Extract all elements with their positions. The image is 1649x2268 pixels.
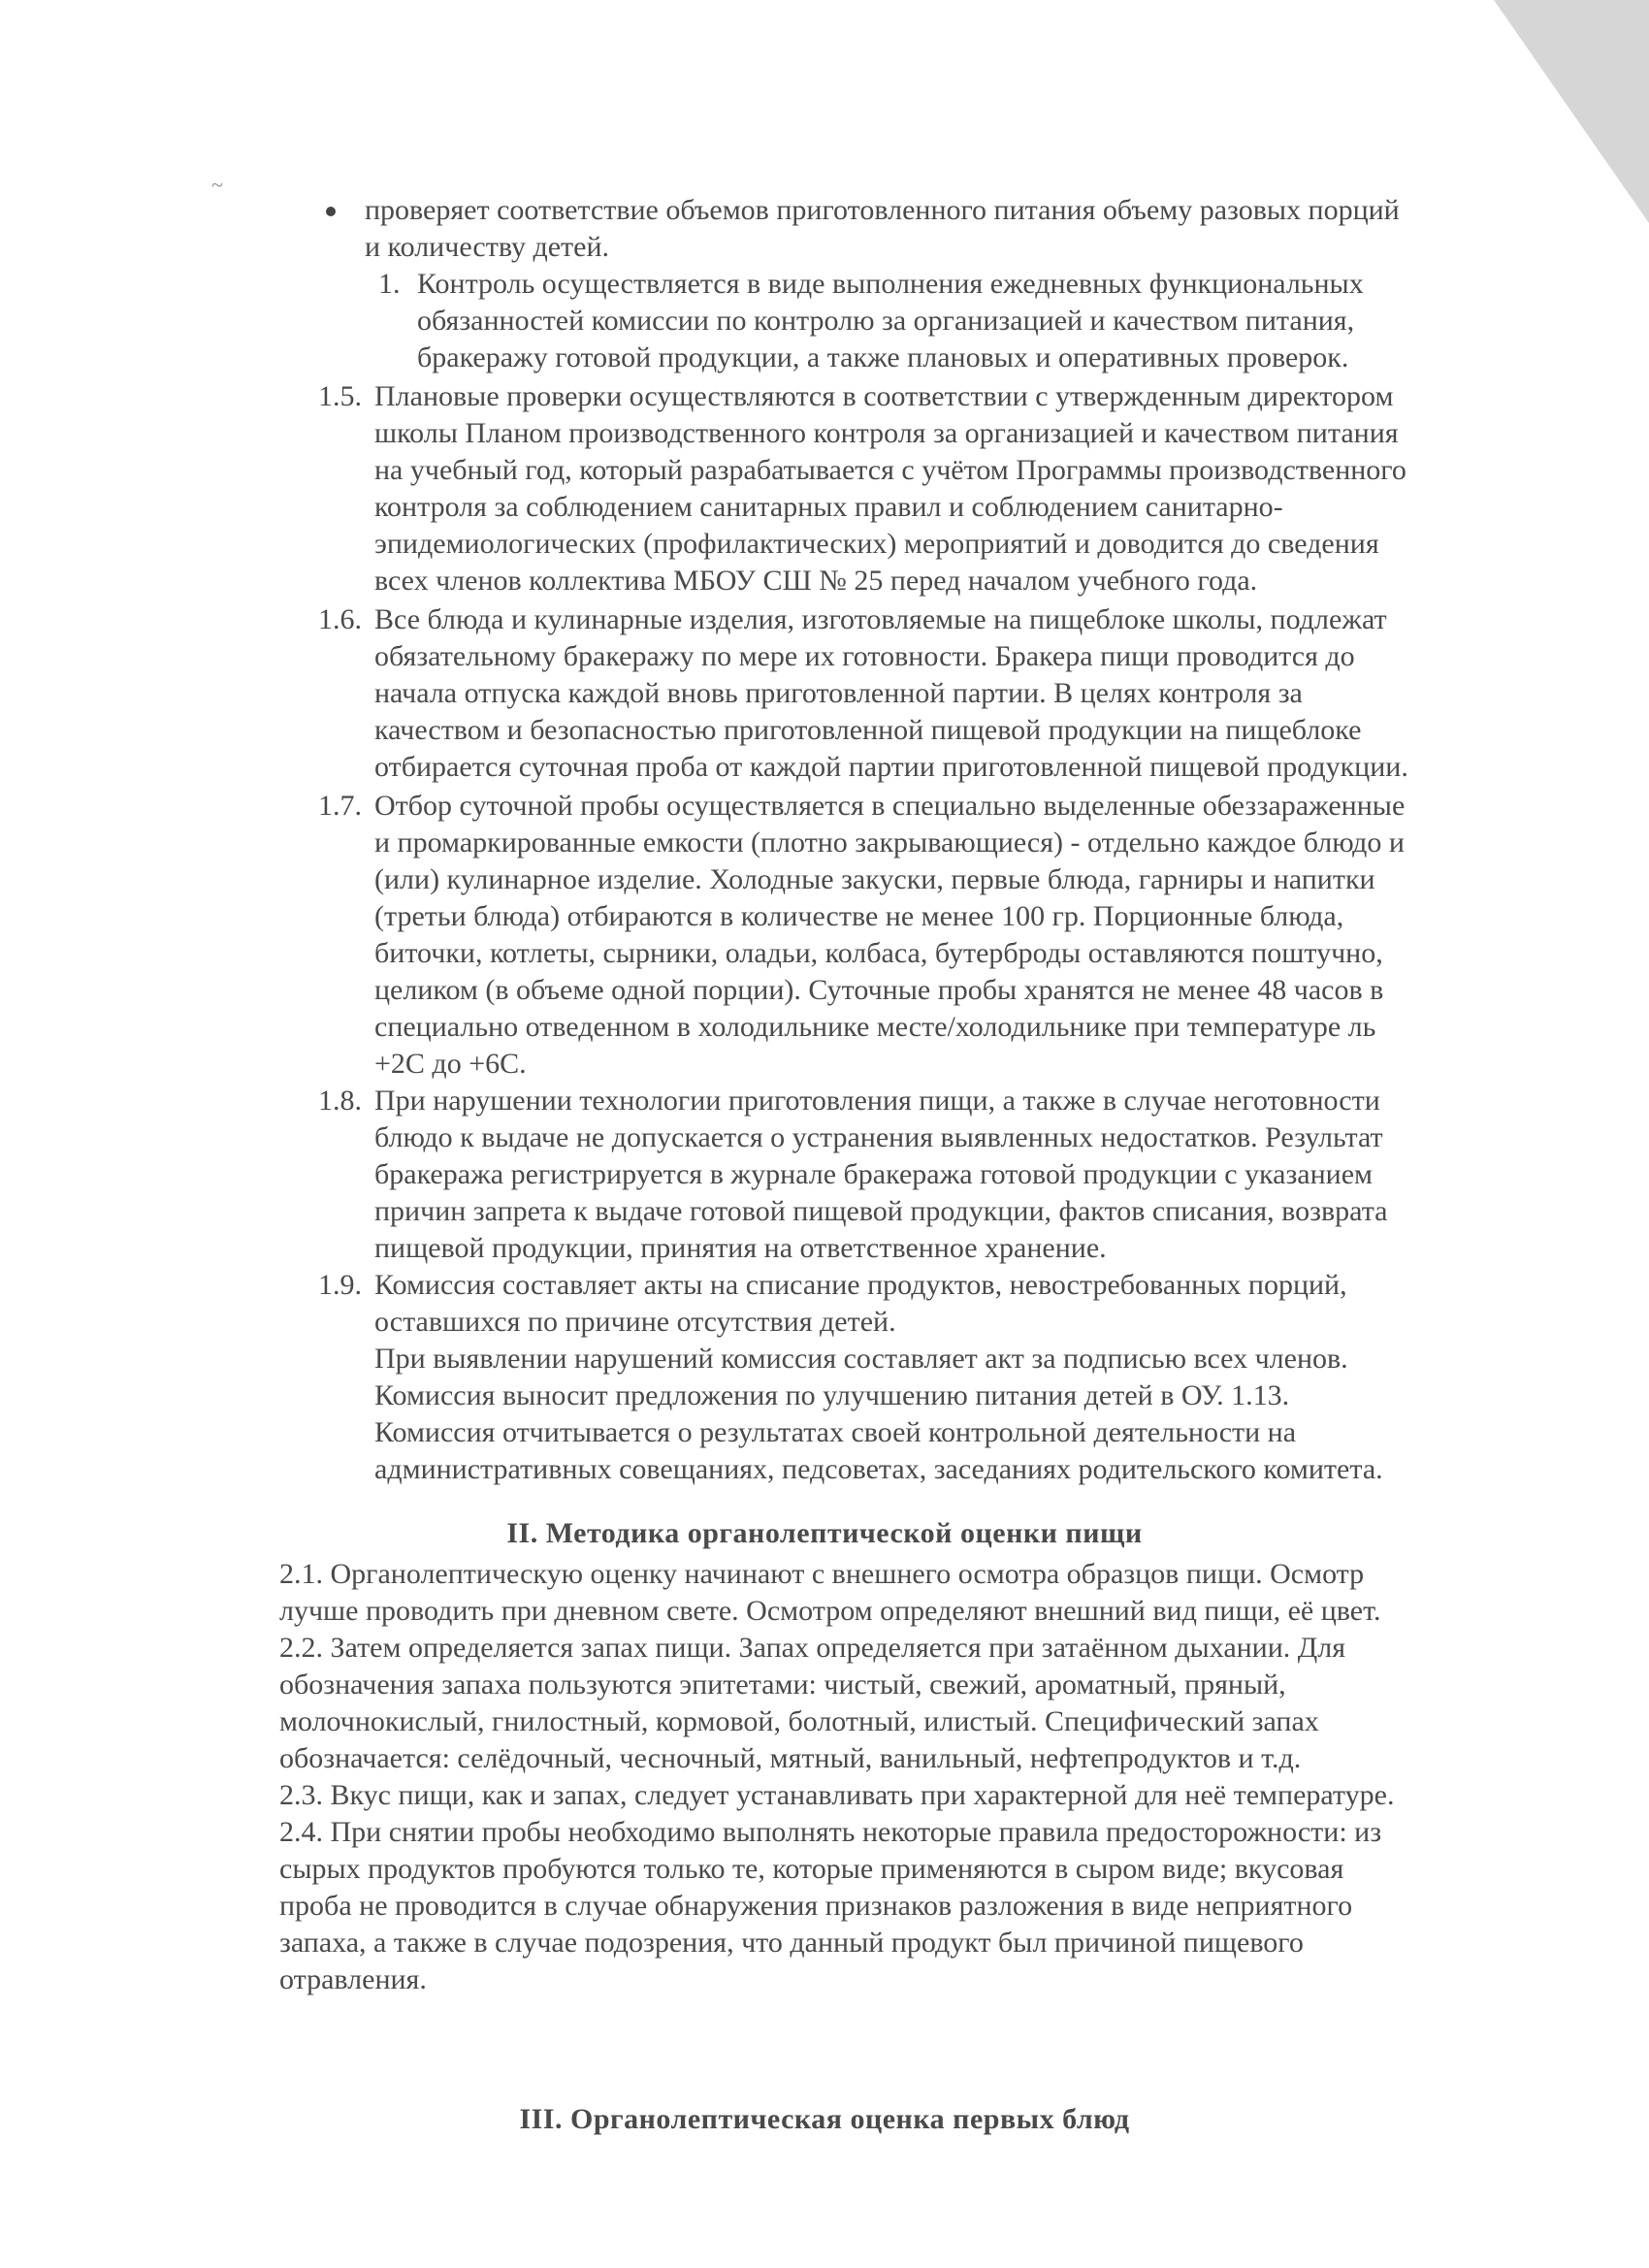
paragraph-line: Все блюда и кулинарные изделия, изготовляемые на пищеблоке школы, подлежат: [374, 603, 1387, 635]
section-3-title: III. Органолептическая оценка первых блюд: [519, 2103, 1130, 2135]
paragraph-line: Комиссия составляет акты на списание продуктов, невостребованных порций,: [374, 1269, 1347, 1301]
paragraph-number: 1.6.: [318, 603, 362, 635]
section-2-line: 2.1. Органолептическую оценку начинают с внешнего осмотра образцов пищи. Осмотр: [279, 1558, 1365, 1590]
section-2-line: 2.4. При снятии пробы необходимо выполнять некоторые правила предосторожности: из: [279, 1816, 1382, 1848]
paragraph-number: 1.5.: [318, 380, 362, 412]
paragraph-number: 1.8.: [318, 1085, 362, 1117]
paragraph-line: всех членов коллектива МБОУ СШ № 25 перед началом учебного года.: [374, 565, 1258, 597]
scan-mark: ~: [211, 173, 223, 197]
paragraph-line: обязательному бракеражу по мере их готовности. Бракера пищи проводится до: [374, 640, 1355, 672]
numbered-line: обязанностей комиссии по контролю за организацией и качеством питания,: [417, 305, 1355, 337]
paragraph-number: 1.7.: [318, 790, 362, 822]
numbered-marker: 1.: [378, 268, 401, 300]
paragraph-line: (или) кулинарное изделие. Холодные закуски, первые блюда, гарниры и напитки: [374, 863, 1375, 895]
section-2-line: обозначения запаха пользуются эпитетами: чистый, свежий, ароматный, пряный,: [279, 1669, 1286, 1701]
paragraph-line: При выявлении нарушений комиссия составляет акт за подписью всех членов.: [374, 1343, 1348, 1375]
section-2-line: обозначается: селёдочный, чесночный, мятный, ванильный, нефтепродуктов и т.д.: [279, 1742, 1302, 1774]
paragraph-line: пищевой продукции, принятия на ответственное хранение.: [374, 1232, 1107, 1264]
paragraph-line: (третьи блюда) отбираются в количестве не менее 100 гр. Порционные блюда,: [374, 900, 1344, 932]
paragraph-line: биточки, котлеты, сырники, оладьи, колбаса, бутерброды оставляются поштучно,: [374, 937, 1383, 969]
numbered-line: бракеражу готовой продукции, а также плановых и оперативных проверок.: [417, 341, 1349, 373]
paragraph-line: оставшихся по причине отсутствия детей.: [374, 1306, 896, 1338]
paragraph-line: блюдо к выдаче не допускается о устранения выявленных недостатков. Результат: [374, 1121, 1383, 1153]
paragraph-line: школы Планом производственного контроля за организацией и качеством питания: [374, 417, 1399, 449]
section-2-line: 2.3. Вкус пищи, как и запах, следует устанавливать при характерной для неё температуре.: [279, 1779, 1395, 1811]
paragraph-line: целиком (в объеме одной порции). Суточные пробы хранятся не менее 48 часов в: [374, 974, 1384, 1006]
paragraph-line: начала отпуска каждой вновь приготовленной партии. В целях контроля за: [374, 677, 1303, 709]
paragraph-line: +2С до +6С.: [374, 1048, 527, 1080]
section-2-line: проба не проводится в случае обнаружения признаков разложения в виде неприятного: [279, 1890, 1353, 1922]
paragraph-line: бракеража регистрируется в журнале бракеража готовой продукции с указанием: [374, 1158, 1374, 1190]
paragraph-line: отбирается суточная проба от каждой партии приготовленной пищевой продукции.: [374, 751, 1408, 783]
bullet-marker: [326, 207, 336, 216]
section-2-line: запаха, а также в случае подозрения, что данный продукт был причиной пищевого: [279, 1927, 1304, 1959]
paragraph-line: причин запрета к выдаче готовой пищевой продукции, фактов списания, возврата: [374, 1195, 1388, 1227]
paragraph-line: специально отведенном в холодильнике месте/холодильнике при температуре ль: [374, 1011, 1376, 1043]
bullet-line: и количеству детей.: [365, 231, 610, 263]
section-2-line: 2.2. Затем определяется запах пищи. Запах определяется при затаённом дыхании. Для: [279, 1632, 1346, 1664]
paragraph-line: Плановые проверки осуществляются в соответствии с утвержденным директором: [374, 380, 1394, 412]
section-2-title: II. Методика органолептической оценки пищи: [506, 1517, 1143, 1549]
paragraph-line: контроля за соблюдением санитарных правил и соблюдением санитарно-: [374, 491, 1283, 523]
section-2-line: лучше проводить при дневном свете. Осмотром определяют внешний вид пищи, её цвет.: [279, 1595, 1381, 1627]
paragraph-line: Комиссия выносит предложения по улучшению питания детей в ОУ. 1.13.: [374, 1379, 1290, 1411]
section-2-line: сырых продуктов пробуются только те, которые применяются в сыром виде; вкусовая: [279, 1853, 1344, 1885]
section-2-line: отравления.: [279, 1963, 427, 1995]
paragraph-line: качеством и безопасностью приготовленной пищевой продукции на пищеблоке: [374, 714, 1362, 746]
page-corner-fold: [1494, 0, 1649, 223]
paragraph-line: эпидемиологических (профилактических) мероприятий и доводится до сведения: [374, 528, 1379, 560]
paragraph-line: на учебный год, который разрабатывается с учётом Программы производственного: [374, 454, 1406, 486]
paragraph-line: административных совещаниях, педсоветах, заседаниях родительского комитета.: [374, 1453, 1383, 1485]
paragraph-line: При нарушении технологии приготовления пищи, а также в случае неготовности: [374, 1085, 1380, 1117]
bullet-line: проверяет соответствие объемов приготовленного питания объему разовых порций: [365, 194, 1400, 226]
numbered-line: Контроль осуществляется в виде выполнения ежедневных функциональных: [417, 268, 1364, 300]
paragraph-line: Отбор суточной пробы осуществляется в специально выделенные обеззараженные: [374, 790, 1406, 822]
paragraph-line: и промаркированные емкости (плотно закрывающиеся) - отдельно каждое блюдо и: [374, 826, 1405, 859]
paragraph-number: 1.9.: [318, 1269, 362, 1301]
paragraph-line: Комиссия отчитывается о результатах своей контрольной деятельности на: [374, 1416, 1297, 1448]
section-2-line: молочнокислый, гнилостный, кормовой, болотный, илистый. Специфический запах: [279, 1705, 1319, 1737]
